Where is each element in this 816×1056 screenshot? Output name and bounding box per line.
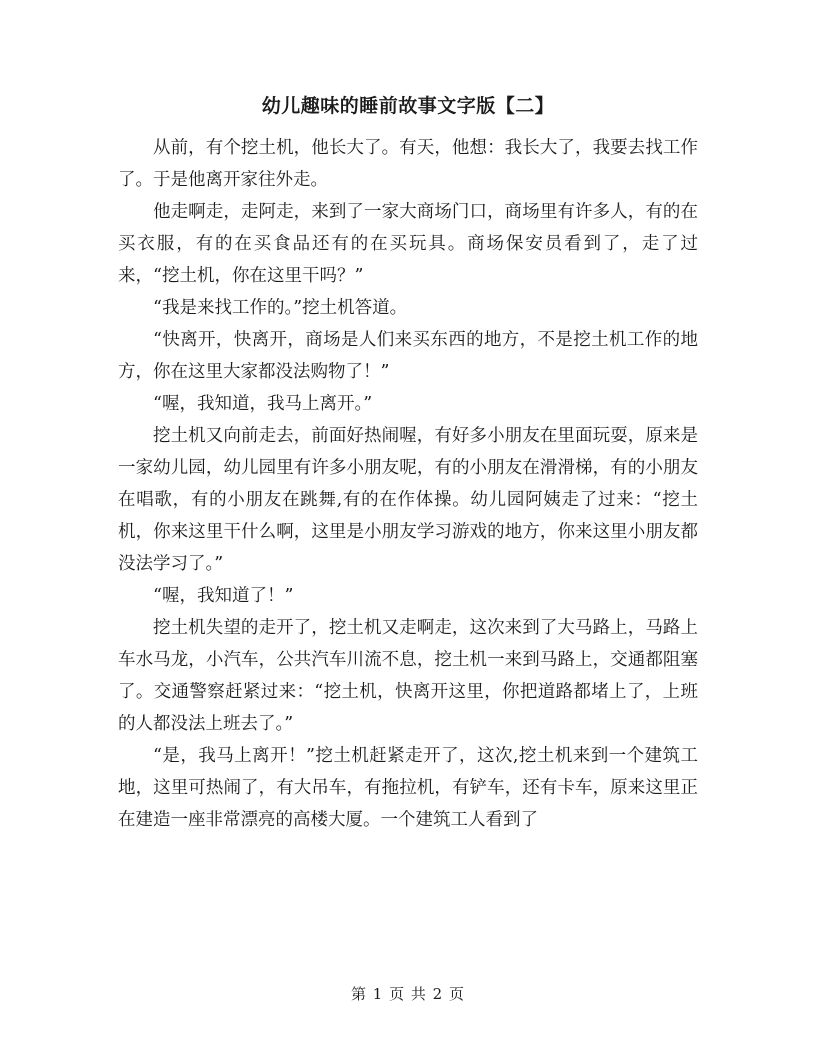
page-footer bbox=[0, 982, 816, 1006]
document-title: 幼儿趣味的睡前故事文字版【二】 bbox=[261, 95, 555, 117]
paragraph: 挖土机又向前走去，前面好热闹喔，有好多小朋友在里面玩耍，原来是一家幼儿园，幼儿园里有许多小朋友呢，有的小朋友在滑滑梯，有的小朋友在唱歌，有的小朋友在跳舞,有的在作体操。幼儿园阿姨走了过来：“挖土机，你来这里干什么啊，这里是小朋友学习游戏的地方，你来这里小朋友都没法学习了。” bbox=[118, 426, 698, 574]
paragraph: “我是来找工作的。”挖土机答道。 bbox=[153, 298, 408, 318]
paragraph: “喔，我知道了！” bbox=[153, 586, 294, 606]
current-page-number: 1 bbox=[372, 985, 384, 1003]
page-label-prefix: 第 bbox=[350, 985, 367, 1003]
paragraph: “快离开，快离开，商场是人们来买东西的地方，不是挖土机工作的地方，你在这里大家都没法购物了！” bbox=[118, 330, 698, 382]
total-page-count: 2 bbox=[432, 985, 444, 1003]
page-label-mid: 页 共 bbox=[389, 985, 427, 1003]
paragraph: “喔，我知道，我马上离开。” bbox=[153, 394, 373, 414]
paragraph: “是，我马上离开！”挖土机赶紧走开了，这次,挖土机来到一个建筑工地，这里可热闹了，有大吊车，有拖拉机，有铲车，还有卡车，原来这里正在建造一座非常漂亮的高楼大厦。一个建筑工人看到了 bbox=[118, 746, 698, 830]
paragraph: 他走啊走，走阿走，来到了一家大商场门口，商场里有许多人，有的在买衣服，有的在买食品还有的在买玩具。商场保安员看到了，走了过来，“挖土机，你在这里干吗？” bbox=[118, 202, 698, 286]
page-label-suffix: 页 bbox=[449, 985, 466, 1003]
document-body bbox=[118, 132, 698, 836]
paragraph: 挖土机失望的走开了，挖土机又走啊走，这次来到了大马路上，马路上车水马龙，小汽车，公共汽车川流不息，挖土机一来到马路上，交通都阻塞了。交通警察赶紧过来：“挖土机，快离开这里，你把道路都堵上了，上班的人都没法上班去了。” bbox=[118, 618, 698, 734]
paragraph: 从前，有个挖土机，他长大了。有天，他想：我长大了，我要去找工作了。于是他离开家往外走。 bbox=[118, 138, 698, 190]
